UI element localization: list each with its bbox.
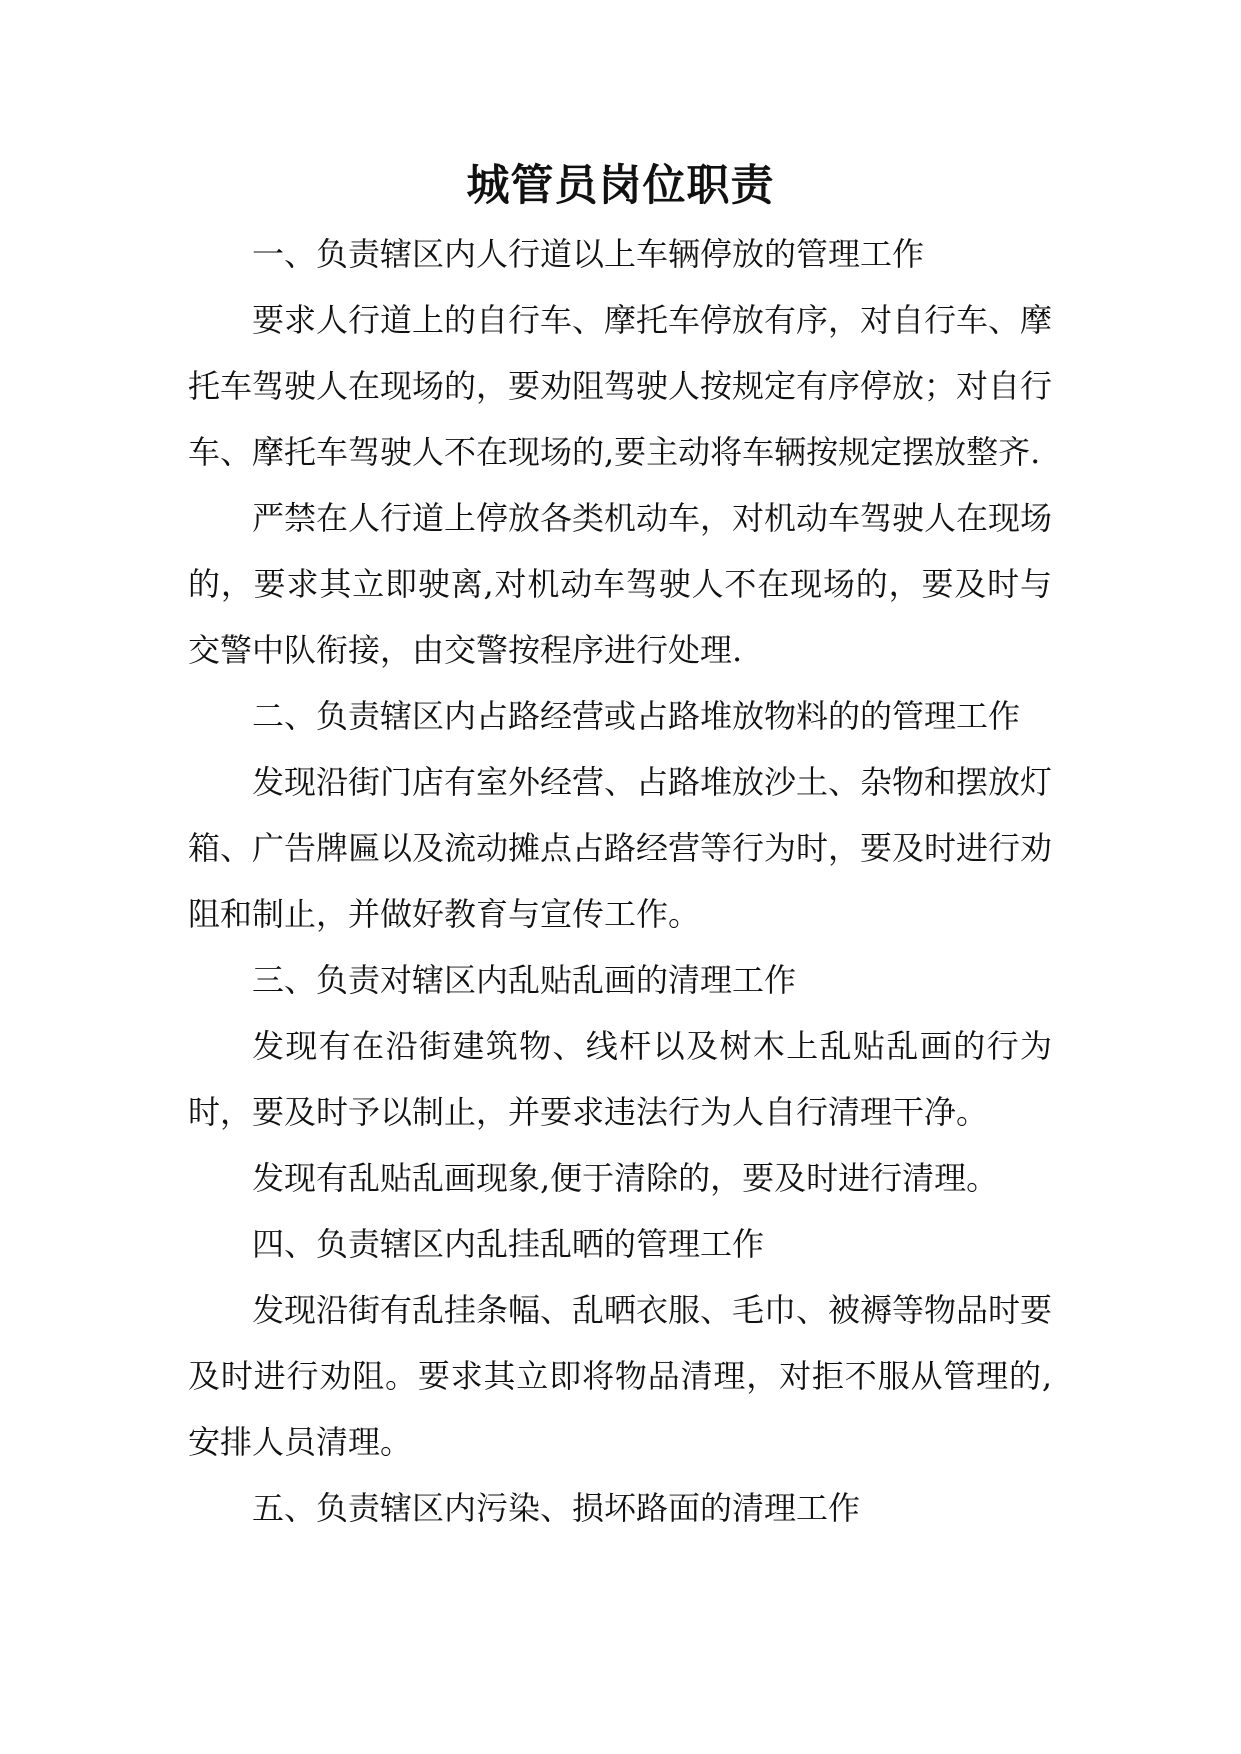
paragraph: 严禁在人行道上停放各类机动车，对机动车驾驶人在现场的，要求其立即驶离,对机动车驾驶人不在现场的，要及时与交警中队衔接，由交警按程序进行处理.: [188, 499, 1053, 669]
section-heading-4: 四、负责辖区内乱挂乱晒的管理工作: [252, 1225, 765, 1263]
paragraph: 发现有在沿街建筑物、线杆以及树木上乱贴乱画的行为时，要及时予以制止，并要求违法行为人自行清理干净。: [188, 1027, 1052, 1131]
page-title: 城管员岗位职责: [466, 161, 775, 211]
paragraph: 要求人行道上的自行车、摩托车停放有序，对自行车、摩托车驾驶人在现场的，要劝阻驾驶人按规定有序停放；对自行车、摩托车驾驶人不在现场的,要主动将车辆按规定摆放整齐.: [188, 301, 1053, 471]
section-heading-3: 三、负责对辖区内乱贴乱画的清理工作: [252, 961, 797, 999]
section-heading-1: 一、负责辖区内人行道以上车辆停放的管理工作: [252, 235, 925, 273]
section-heading-2: 二、负责辖区内占路经营或占路堆放物料的的管理工作: [252, 697, 1021, 735]
section-heading-5: 五、负责辖区内污染、损坏路面的清理工作: [252, 1489, 861, 1527]
paragraph: 发现沿街门店有室外经营、占路堆放沙土、杂物和摆放灯箱、广告牌匾以及流动摊点占路经营等行为时，要及时进行劝阻和制止，并做好教育与宣传工作。: [188, 763, 1053, 933]
paragraph: 发现沿街有乱挂条幅、乱晒衣服、毛巾、被褥等物品时要及时进行劝阻。要求其立即将物品清理，对拒不服从管理的,安排人员清理。: [188, 1291, 1053, 1461]
paragraph: 发现有乱贴乱画现象,便于清除的，要及时进行清理。: [252, 1159, 999, 1197]
document-body: [188, 221, 1052, 1541]
